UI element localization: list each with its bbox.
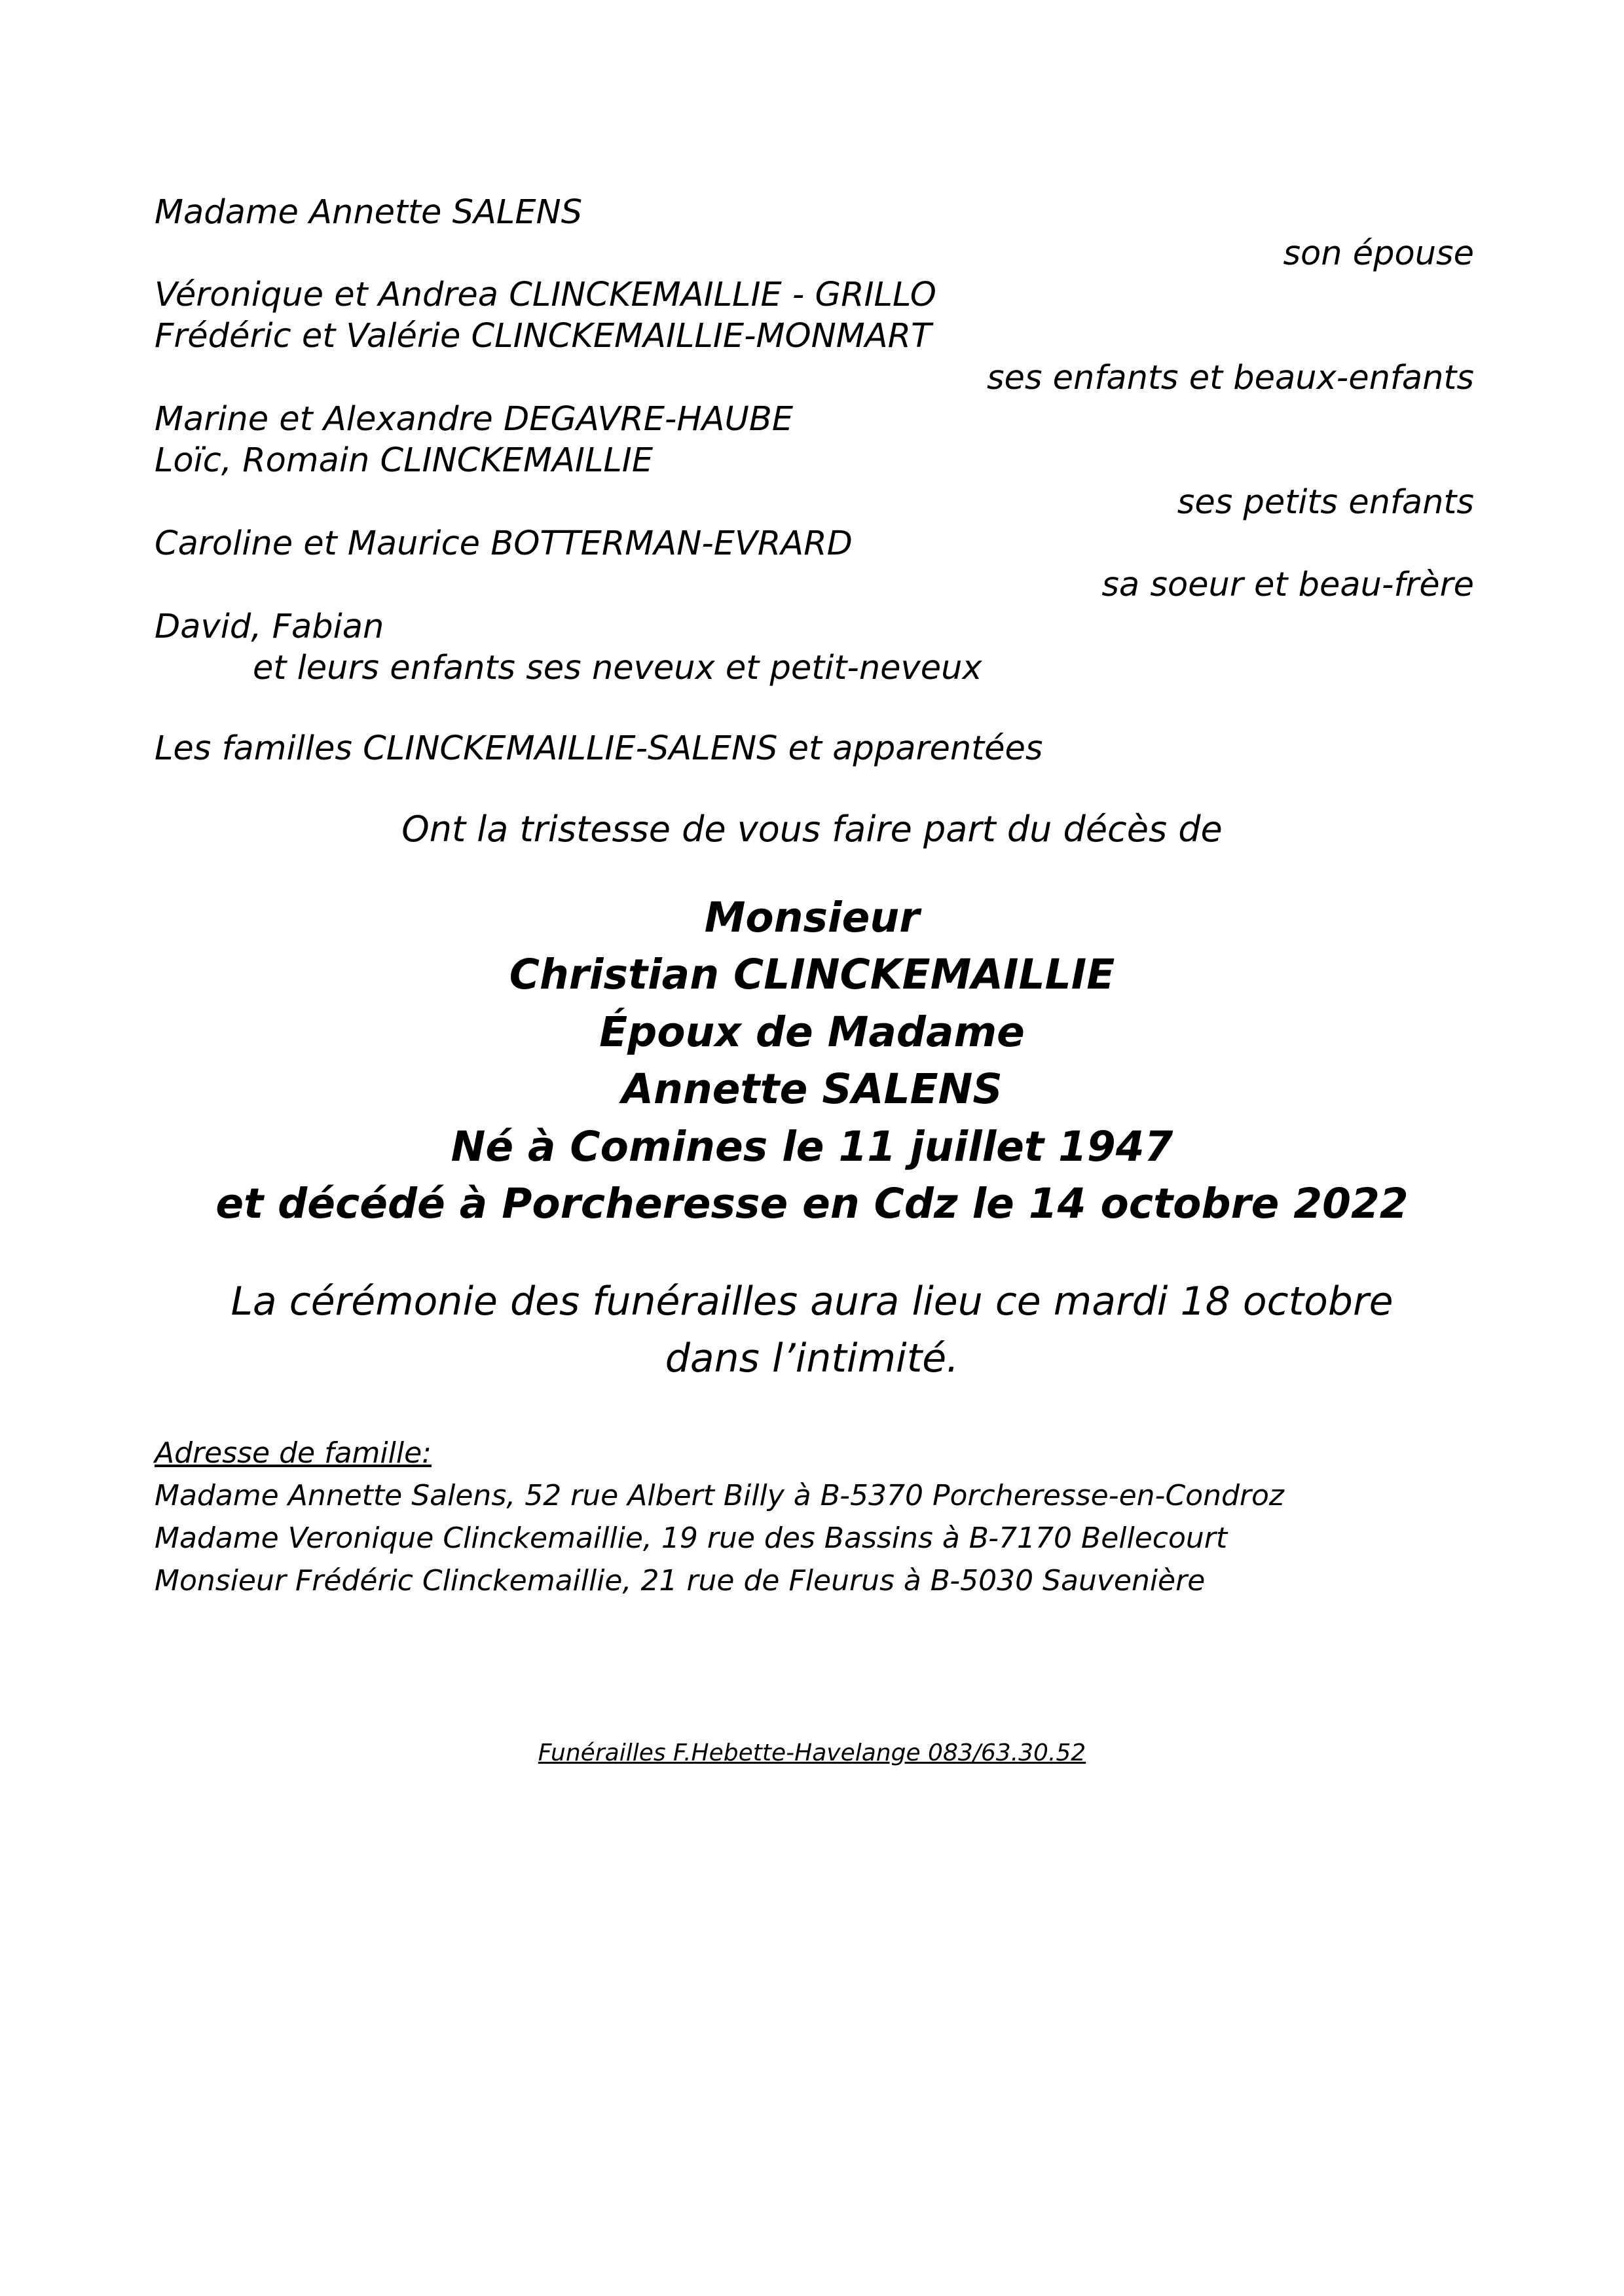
child-1: Véronique et Andrea CLINCKEMAILLIE - GRILLO (155, 276, 936, 314)
grandchild-2: Loïc, Romain CLINCKEMAILLIE (155, 441, 654, 480)
address-heading: Adresse de famille: (155, 1436, 432, 1470)
deceased-spouse-line-2: Annette SALENS (621, 1065, 1003, 1113)
nephews: David, Fabian (155, 608, 384, 646)
spouse-role: son épouse (1283, 234, 1474, 273)
address-entry: Madame Annette Salens, 52 rue Albert Billy à B-5370 Porcheresse-en-Condroz (155, 1479, 1285, 1512)
children-role: ses enfants et beaux-enfants (986, 359, 1474, 397)
deceased-name: Christian CLINCKEMAILLIE (509, 951, 1115, 998)
announcement: Ont la tristesse de vous faire part du décès de (401, 809, 1223, 850)
child-2: Frédéric et Valérie CLINCKEMAILLIE-MONMART (155, 317, 932, 355)
spouse-name: Madame Annette SALENS (155, 193, 583, 232)
nephews-role: et leurs enfants ses neveux et petit-neveux (253, 649, 982, 687)
grandchild-1: Marine et Alexandre DEGAVRE-HAUBE (155, 400, 794, 439)
ceremony-line-1: La cérémonie des funérailles aura lieu ce mardi 18 octobre (231, 1279, 1393, 1324)
sibling: Caroline et Maurice BOTTERMAN-EVRARD (155, 524, 853, 563)
deceased-died: et décédé à Porcheresse en Cdz le 14 octobre 2022 (215, 1180, 1409, 1228)
deceased-spouse-line-1: Époux de Madame (599, 1008, 1025, 1056)
ceremony-line-2: dans l’intimité. (665, 1336, 959, 1381)
funeral-home-footer: Funérailles F.Hebette-Havelange 083/63.30.52 (538, 1740, 1086, 1766)
deceased-title: Monsieur (704, 894, 920, 941)
address-entry: Monsieur Frédéric Clinckemaillie, 21 rue de Fleurus à B-5030 Sauvenière (155, 1564, 1206, 1597)
grandchildren-role: ses petits enfants (1177, 483, 1474, 522)
deceased-born: Né à Comines le 11 juillet 1947 (451, 1123, 1173, 1171)
address-entry: Madame Veronique Clinckemaillie, 19 rue des Bassins à B-7170 Bellecourt (155, 1522, 1228, 1555)
families-line: Les familles CLINCKEMAILLIE-SALENS et apparentées (155, 729, 1043, 768)
sibling-role: sa soeur et beau-frère (1101, 566, 1474, 604)
